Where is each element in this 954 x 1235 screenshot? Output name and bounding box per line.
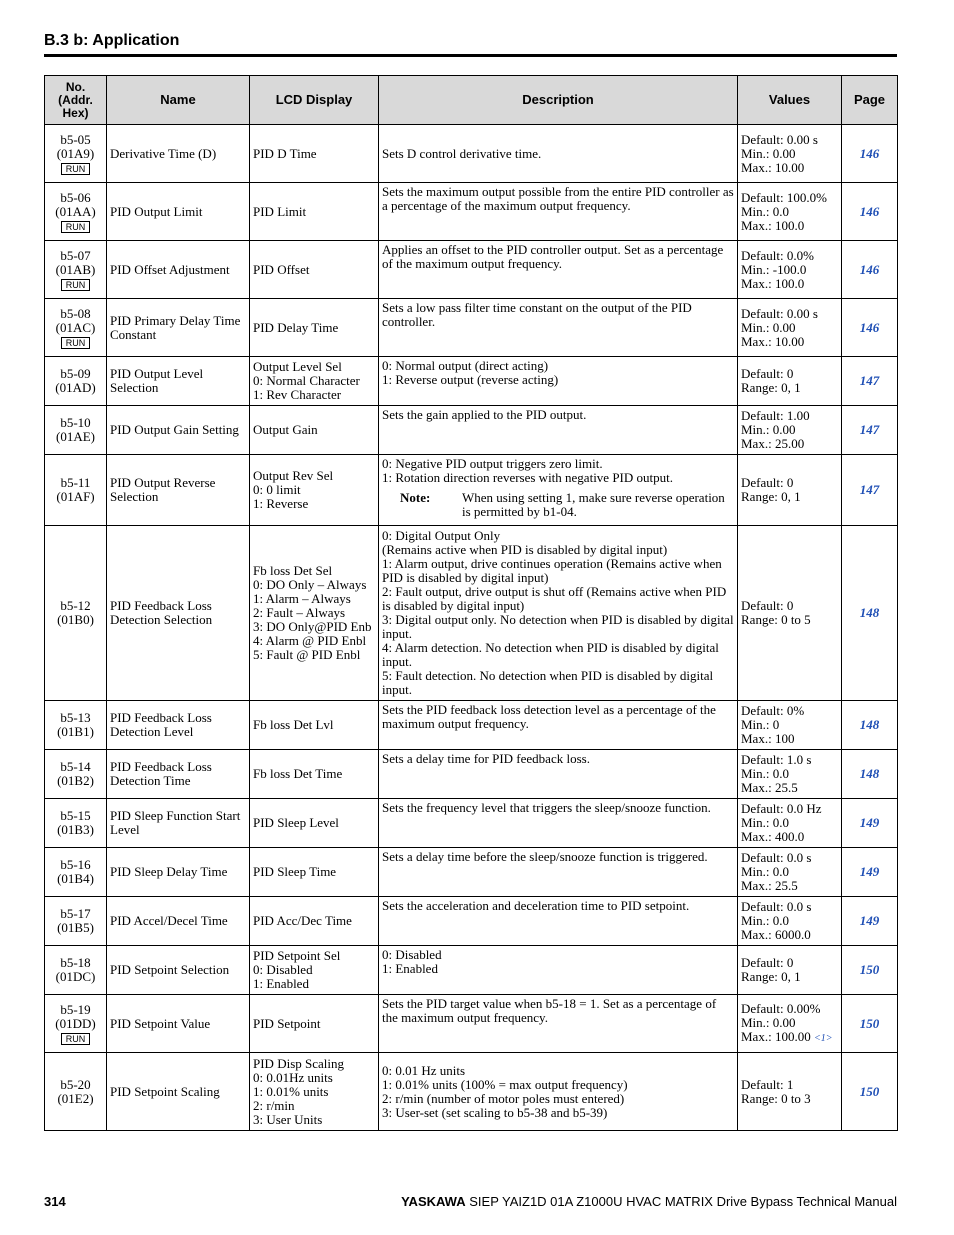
lcd-display-cell (250, 946, 379, 995)
values-line: Max.: 25.5 (741, 780, 798, 795)
parameter-name: PID Setpoint Scaling (110, 1083, 220, 1099)
description-cell (379, 183, 738, 241)
description-cell (379, 995, 738, 1053)
lcd-display-line: PID Acc/Dec Time (253, 913, 352, 928)
parameter-name-cell (107, 946, 250, 995)
parameter-address: (01AE) (56, 429, 95, 444)
parameter-name: PID Primary Delay Time Constant (110, 312, 241, 342)
parameter-number-cell (45, 897, 107, 946)
note-label: Note: (400, 490, 431, 505)
lcd-display-cell (250, 125, 379, 183)
parameter-address: (01B5) (57, 920, 94, 935)
page-reference-link[interactable]: 147 (842, 357, 898, 406)
footnote-reference: <1> (813, 1032, 833, 1044)
parameter-number: b5-14 (60, 759, 91, 774)
lcd-display-line: 2: r/min (253, 1097, 295, 1113)
parameter-table (44, 75, 898, 1131)
table-row (45, 183, 898, 241)
table-row (45, 455, 898, 526)
values-line-with-footnote (741, 1030, 838, 1046)
parameter-name-cell (107, 701, 250, 750)
table-header-row (45, 76, 898, 125)
table-row (45, 241, 898, 299)
parameter-number: b5-16 (60, 857, 91, 872)
values-line: Range: 0 to 3 (741, 1090, 811, 1106)
run-badge: RUN (61, 1033, 91, 1045)
values-cell (738, 299, 842, 357)
lcd-display-cell (250, 897, 379, 946)
parameter-address: (01AA) (55, 203, 96, 219)
parameter-name: PID Output Gain Setting (110, 422, 239, 437)
values-cell (738, 526, 842, 701)
values-line: Max.: 6000.0 (741, 927, 811, 942)
values-line: Default: 0% (741, 703, 805, 718)
values-line: Min.: 0.00 (741, 145, 796, 161)
lcd-display-line: 3: DO Only@PID Enb (253, 619, 372, 634)
table-row (45, 750, 898, 799)
run-badge: RUN (61, 337, 91, 349)
parameter-name-cell (107, 357, 250, 406)
parameter-number: b5-18 (60, 955, 91, 970)
values-line: Default: 0.00 s (741, 131, 818, 147)
lcd-display-cell (250, 455, 379, 526)
description-cell (379, 848, 738, 897)
lcd-display-cell (250, 995, 379, 1053)
values-line: Range: 0, 1 (741, 969, 801, 984)
lcd-display-cell (250, 406, 379, 455)
lcd-display-line: 0: DO Only – Always (253, 577, 367, 592)
parameter-address: (01B3) (57, 822, 94, 837)
parameter-name-cell (107, 1053, 250, 1131)
parameter-number-cell (45, 241, 107, 299)
page-reference-link[interactable]: 150 (842, 1053, 898, 1131)
lcd-display-cell (250, 750, 379, 799)
description-line: (Remains active when PID is disabled by digital input) (382, 542, 668, 557)
lcd-display-cell (250, 241, 379, 299)
values-line: Max.: 10.00 (741, 159, 805, 175)
parameter-number-cell (45, 946, 107, 995)
lcd-display-line: PID Sleep Level (253, 815, 339, 830)
lcd-display-line: 0: Normal Character (253, 373, 360, 388)
description-line: 0: Normal output (direct acting) (382, 358, 549, 373)
description-line: 1: Reverse output (reverse acting) (382, 372, 559, 387)
parameter-address: (01A9) (56, 145, 95, 161)
values-cell (738, 897, 842, 946)
description-line: 2: Fault output, drive output is shut off (Remains active when PID is disabled by digital input) (382, 584, 727, 613)
values-line: Default: 0 (741, 366, 794, 381)
page-reference-link[interactable]: 149 (842, 897, 898, 946)
lcd-display-line: Output Gain (253, 422, 318, 437)
parameter-name-cell (107, 406, 250, 455)
values-line: Min.: 0.0 (741, 864, 790, 879)
parameter-number: b5-20 (60, 1076, 91, 1092)
values-cell (738, 357, 842, 406)
values-cell (738, 750, 842, 799)
values-line: Default: 0 (741, 955, 794, 970)
page-reference-link[interactable]: 148 (842, 701, 898, 750)
lcd-display-line: 1: Alarm – Always (253, 591, 351, 606)
values-line: Default: 0 (741, 598, 794, 613)
description-line: 0: 0.01 Hz units (382, 1062, 466, 1078)
values-line: Default: 0.00 s (741, 305, 818, 321)
parameter-address: (01DC) (55, 969, 96, 984)
lcd-display-line: PID Setpoint (253, 1015, 321, 1031)
description-cell (379, 897, 738, 946)
values-line: Default: 0.0 s (741, 850, 812, 865)
description-line: Sets a delay time before the sleep/snooze function is triggered. (382, 849, 708, 864)
lcd-display-line: Output Rev Sel (253, 468, 334, 483)
values-line: Default: 1.0 s (741, 752, 812, 767)
parameter-number: b5-06 (60, 189, 91, 205)
values-line: Min.: 0.0 (741, 913, 790, 928)
page-reference-link[interactable]: 146 (842, 125, 898, 183)
note-text: When using setting 1, make sure reverse operation is permitted by b1-04. (462, 490, 725, 519)
values-line: Default: 0.00% (741, 1000, 821, 1016)
page-reference-link[interactable]: 147 (842, 455, 898, 526)
lcd-display-line: PID D Time (253, 145, 317, 161)
parameter-name: PID Setpoint Value (110, 1015, 211, 1031)
values-cell (738, 946, 842, 995)
values-cell (738, 1053, 842, 1131)
parameter-name: PID Sleep Delay Time (110, 864, 228, 879)
parameter-name: PID Feedback Loss Detection Level (110, 710, 212, 739)
parameter-number-cell (45, 750, 107, 799)
lcd-display-cell (250, 357, 379, 406)
parameter-name: PID Setpoint Selection (110, 962, 230, 977)
parameter-number: b5-10 (60, 415, 91, 430)
values-line: Min.: 0.0 (741, 815, 790, 830)
table-row (45, 946, 898, 995)
description-cell (379, 526, 738, 701)
lcd-display-line: 1: 0.01% units (253, 1083, 329, 1099)
parameter-number-cell (45, 183, 107, 241)
table-row (45, 125, 898, 183)
description-line: Sets the PID feedback loss detection level as a percentage of the maximum output frequency. (382, 702, 716, 731)
parameter-name: PID Sleep Function Start Level (110, 808, 241, 837)
table-row (45, 299, 898, 357)
parameter-name: PID Feedback Loss Detection Time (110, 759, 212, 788)
header-name: Name (107, 76, 250, 125)
parameter-number-cell (45, 848, 107, 897)
page-reference-link[interactable]: 147 (842, 406, 898, 455)
title-rule (44, 54, 897, 57)
values-line: Range: 0, 1 (741, 489, 801, 504)
description-cell (379, 406, 738, 455)
values-line: Max.: 100.00 (741, 1028, 811, 1044)
description-line: Sets D control derivative time. (382, 145, 542, 161)
parameter-number-cell (45, 299, 107, 357)
values-line: Min.: 0.0 (741, 203, 790, 219)
description-cell (379, 750, 738, 799)
run-badge: RUN (61, 279, 91, 291)
lcd-display-line: 0: 0 limit (253, 482, 301, 497)
section-title: B.3 b: Application (44, 32, 180, 49)
description-cell (379, 799, 738, 848)
values-cell (738, 701, 842, 750)
values-line: Min.: 0 (741, 717, 780, 732)
lcd-display-line: PID Limit (253, 203, 307, 219)
parameter-address: (01B4) (57, 871, 94, 886)
description-cell (379, 1053, 738, 1131)
description-line: Sets the gain applied to the PID output. (382, 407, 587, 422)
description-line: 3: Digital output only. No detection when PID is disabled by digital input. (382, 612, 734, 641)
parameter-number-cell (45, 357, 107, 406)
lcd-display-line: PID Delay Time (253, 319, 339, 335)
parameter-address: (01DD) (55, 1015, 96, 1031)
description-line: 2: r/min (number of motor poles must entered) (382, 1090, 625, 1106)
parameter-address: (01AF) (56, 489, 95, 504)
parameter-address: (01AC) (55, 319, 96, 335)
parameter-name-cell (107, 455, 250, 526)
values-line: Default: 0.0 Hz (741, 801, 822, 816)
description-line: Applies an offset to the PID controller output. Set as a percentage of the maximum output frequency. (382, 242, 724, 271)
lcd-display-line: 1: Enabled (253, 976, 309, 991)
footer-brand: YASKAWA (401, 1194, 466, 1209)
table-row (45, 848, 898, 897)
parameter-number-cell (45, 526, 107, 701)
parameter-name-cell (107, 125, 250, 183)
description-line: 3: User-set (set scaling to b5-38 and b5-39) (382, 1104, 608, 1120)
values-line: Default: 0.0 s (741, 899, 812, 914)
page-reference-link[interactable]: 149 (842, 848, 898, 897)
lcd-display-cell (250, 799, 379, 848)
parameter-number: b5-19 (60, 1001, 91, 1017)
values-line: Range: 0, 1 (741, 380, 801, 395)
parameter-number: b5-05 (60, 131, 91, 147)
values-cell (738, 183, 842, 241)
parameter-number: b5-15 (60, 808, 91, 823)
parameter-address: (01AD) (55, 380, 96, 395)
lcd-display-line: 1: Rev Character (253, 387, 342, 402)
values-line: Default: 1.00 (741, 408, 810, 423)
description-line: Sets a delay time for PID feedback loss. (382, 751, 590, 766)
parameter-number: b5-13 (60, 710, 91, 725)
lcd-display-cell (250, 1053, 379, 1131)
values-cell (738, 241, 842, 299)
page-reference-link[interactable]: 146 (842, 183, 898, 241)
parameter-address: (01AB) (55, 261, 96, 277)
page-reference-link[interactable]: 148 (842, 526, 898, 701)
parameter-number-cell (45, 799, 107, 848)
values-line: Max.: 400.0 (741, 829, 805, 844)
parameter-number-cell (45, 406, 107, 455)
table-row (45, 701, 898, 750)
values-line: Max.: 100 (741, 731, 795, 746)
parameter-name: PID Output Reverse Selection (110, 475, 216, 504)
parameter-number-cell (45, 701, 107, 750)
footer-manual-name: SIEP YAIZ1D 01A Z1000U HVAC MATRIX Drive Bypass Technical Manual (469, 1194, 897, 1209)
parameter-number: b5-11 (60, 475, 91, 490)
lcd-display-line: 4: Alarm @ PID Enbl (253, 633, 367, 648)
lcd-display-line: 0: 0.01Hz units (253, 1069, 333, 1085)
description-line: 0: Digital Output Only (382, 528, 501, 543)
lcd-display-cell (250, 701, 379, 750)
lcd-display-cell (250, 299, 379, 357)
description-line: 0: Disabled (382, 947, 442, 962)
description-cell (379, 701, 738, 750)
parameter-name-cell (107, 995, 250, 1053)
lcd-display-cell (250, 183, 379, 241)
parameter-address: (01B0) (57, 612, 94, 627)
lcd-display-line: 5: Fault @ PID Enbl (253, 647, 361, 662)
header-values: Values (738, 76, 842, 125)
parameter-address: (01B1) (57, 724, 94, 739)
note-block (382, 491, 734, 519)
values-line: Range: 0 to 5 (741, 612, 811, 627)
parameter-name: PID Feedback Loss Detection Selection (110, 598, 213, 627)
values-line: Min.: 0.00 (741, 1014, 796, 1030)
lcd-display-line: Output Level Sel (253, 359, 342, 374)
values-line: Min.: 0.0 (741, 766, 790, 781)
parameter-name-cell (107, 526, 250, 701)
parameter-number-cell (45, 125, 107, 183)
description-line: 0: Negative PID output triggers zero limit. (382, 456, 603, 471)
values-line: Default: 0 (741, 475, 794, 490)
page-reference-link[interactable]: 150 (842, 946, 898, 995)
parameter-name: PID Accel/Decel Time (110, 913, 228, 928)
header-lcd-display: LCD Display (250, 76, 379, 125)
parameter-address: (01E2) (57, 1090, 94, 1106)
values-cell (738, 406, 842, 455)
lcd-display-cell (250, 526, 379, 701)
description-cell (379, 357, 738, 406)
description-line: 1: Rotation direction reverses with negative PID output. (382, 470, 673, 485)
table-row (45, 406, 898, 455)
lcd-display-line: Fb loss Det Lvl (253, 717, 334, 732)
parameter-name-cell (107, 848, 250, 897)
values-line: Default: 100.0% (741, 189, 827, 205)
values-line: Default: 1 (741, 1076, 794, 1092)
description-line: 5: Fault detection. No detection when PID is disabled by digital input. (382, 668, 714, 697)
run-badge: RUN (61, 163, 91, 175)
values-line: Default: 0.0% (741, 247, 814, 263)
lcd-display-line: PID Setpoint Sel (253, 948, 341, 963)
description-line: Sets the maximum output possible from the entire PID controller as a percentage of the maximum output frequency. (382, 184, 734, 213)
parameter-name-cell (107, 241, 250, 299)
page-reference-link[interactable]: 148 (842, 750, 898, 799)
table-row (45, 799, 898, 848)
lcd-display-line: PID Offset (253, 261, 310, 277)
page-reference-link[interactable]: 146 (842, 299, 898, 357)
values-cell (738, 848, 842, 897)
description-cell (379, 455, 738, 526)
table-row (45, 1053, 898, 1131)
parameter-name-cell (107, 750, 250, 799)
page-reference-link[interactable]: 150 (842, 995, 898, 1053)
parameter-name: PID Output Level Selection (110, 366, 204, 395)
page-reference-link[interactable]: 146 (842, 241, 898, 299)
parameter-number-cell (45, 995, 107, 1053)
parameter-number: b5-12 (60, 598, 91, 613)
lcd-display-line: Fb loss Det Sel (253, 563, 333, 578)
run-badge: RUN (61, 221, 91, 233)
values-line: Max.: 100.0 (741, 275, 805, 291)
description-line: 1: 0.01% units (100% = max output frequency) (382, 1076, 628, 1092)
lcd-display-line: 1: Reverse (253, 496, 309, 511)
values-cell (738, 799, 842, 848)
description-line: 4: Alarm detection. No detection when PID is disabled by digital input. (382, 640, 719, 669)
table-row (45, 357, 898, 406)
parameter-number: b5-09 (60, 366, 91, 381)
description-cell (379, 946, 738, 995)
description-line: Sets the PID target value when b5-18 = 1. Set as a percentage of the maximum output frequency. (382, 996, 717, 1025)
lcd-display-line: 0: Disabled (253, 962, 313, 977)
parameter-number: b5-17 (60, 906, 91, 921)
parameter-name: Derivative Time (D) (110, 145, 217, 161)
parameter-name-cell (107, 183, 250, 241)
values-line: Max.: 100.0 (741, 217, 805, 233)
header-description: Description (379, 76, 738, 125)
header-no: No. (Addr. Hex) (45, 76, 107, 125)
description-line: 1: Alarm output, drive continues operation (Remains active when PID is disabled by digital input) (382, 556, 722, 585)
lcd-display-line: PID Sleep Time (253, 864, 337, 879)
parameter-name-cell (107, 799, 250, 848)
footer-page-number: 314 (44, 1194, 66, 1209)
table-row (45, 897, 898, 946)
parameter-name: PID Output Limit (110, 203, 203, 219)
lcd-display-line: 2: Fault – Always (253, 605, 346, 620)
parameter-name-cell (107, 299, 250, 357)
parameter-number-cell (45, 1053, 107, 1131)
parameter-number: b5-08 (60, 305, 91, 321)
parameter-name-cell (107, 897, 250, 946)
values-line: Max.: 25.5 (741, 878, 798, 893)
values-line: Min.: 0.00 (741, 319, 796, 335)
values-cell (738, 455, 842, 526)
description-cell (379, 241, 738, 299)
header-page: Page (842, 76, 898, 125)
lcd-display-line: 3: User Units (253, 1111, 323, 1127)
values-line: Min.: 0.00 (741, 422, 796, 437)
table-row (45, 995, 898, 1053)
lcd-display-cell (250, 848, 379, 897)
values-line: Max.: 10.00 (741, 333, 805, 349)
description-cell (379, 299, 738, 357)
values-line: Min.: -100.0 (741, 261, 807, 277)
values-cell (738, 995, 842, 1053)
parameter-number: b5-07 (60, 247, 91, 263)
lcd-display-line: Fb loss Det Time (253, 766, 343, 781)
lcd-display-line: PID Disp Scaling (253, 1055, 344, 1071)
footer-manual-title (401, 1194, 897, 1209)
description-line: Sets the acceleration and deceleration time to PID setpoint. (382, 898, 690, 913)
table-row (45, 526, 898, 701)
parameter-name: PID Offset Adjustment (110, 261, 230, 277)
description-line: Sets the frequency level that triggers the sleep/snooze function. (382, 800, 711, 815)
description-line: 1: Enabled (382, 961, 438, 976)
page-reference-link[interactable]: 149 (842, 799, 898, 848)
parameter-address: (01B2) (57, 773, 94, 788)
description-line: Sets a low pass filter time constant on the output of the PID controller. (382, 300, 692, 329)
values-line: Max.: 25.00 (741, 436, 805, 451)
description-cell (379, 125, 738, 183)
values-cell (738, 125, 842, 183)
parameter-number-cell (45, 455, 107, 526)
